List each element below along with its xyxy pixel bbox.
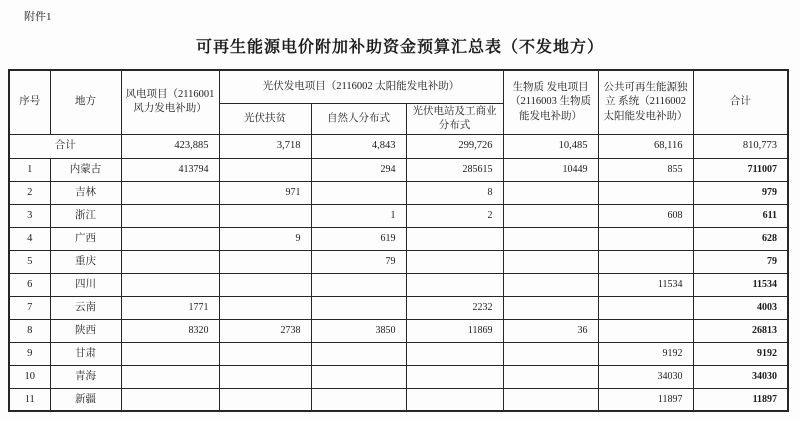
cell-wind: 1771 (121, 296, 219, 319)
cell-public (598, 227, 693, 250)
total-wind: 423,885 (121, 134, 219, 158)
cell-pv-natural (311, 273, 406, 296)
header-region: 地方 (50, 70, 121, 134)
row-region: 吉林 (50, 181, 121, 204)
cell-pv-poverty: 2738 (219, 319, 311, 342)
cell-wind: 413794 (121, 158, 219, 181)
cell-total: 79 (693, 250, 788, 273)
header-biomass-project: 生物质 发电项目（2116003 生物质能发电补助） (503, 70, 598, 134)
header-wind-project: 风电项目（2116001 风力发电补助） (121, 70, 219, 134)
cell-public: 608 (598, 204, 693, 227)
cell-total: 979 (693, 181, 788, 204)
cell-public: 855 (598, 158, 693, 181)
table-row (9, 204, 788, 227)
cell-pv-station: 11869 (406, 319, 503, 342)
cell-public: 9192 (598, 342, 693, 365)
subsidy-summary-table (8, 69, 789, 412)
cell-biomass (503, 181, 598, 204)
cell-biomass: 10449 (503, 158, 598, 181)
cell-pv-station: 2232 (406, 296, 503, 319)
table-row (9, 319, 788, 342)
table-row (9, 158, 788, 181)
cell-public (598, 250, 693, 273)
row-region: 四川 (50, 273, 121, 296)
cell-biomass (503, 227, 598, 250)
cell-pv-natural: 3850 (311, 319, 406, 342)
row-region: 青海 (50, 365, 121, 388)
attachment-label: 附件1 (24, 11, 52, 23)
cell-pv-station (406, 342, 503, 365)
row-region: 重庆 (50, 250, 121, 273)
cell-pv-poverty: 9 (219, 227, 311, 250)
cell-pv-natural (311, 388, 406, 411)
cell-pv-natural (311, 181, 406, 204)
cell-pv-station: 285615 (406, 158, 503, 181)
header-total: 合计 (693, 70, 788, 134)
header-pv-poverty: 光伏扶贫 (219, 103, 311, 134)
cell-pv-station (406, 388, 503, 411)
cell-total: 711007 (693, 158, 788, 181)
total-biomass: 10,485 (503, 134, 598, 158)
cell-pv-station: 2 (406, 204, 503, 227)
cell-pv-station: 8 (406, 181, 503, 204)
row-region: 新疆 (50, 388, 121, 411)
row-serial: 5 (9, 250, 50, 273)
cell-biomass (503, 250, 598, 273)
row-region: 广西 (50, 227, 121, 250)
cell-wind (121, 388, 219, 411)
cell-pv-poverty: 971 (219, 181, 311, 204)
row-serial: 11 (9, 388, 50, 411)
cell-pv-poverty (219, 158, 311, 181)
cell-pv-poverty (219, 388, 311, 411)
header-public-renewable: 公共可再生能源独立 系统（2116002 太阳能发电补助） (598, 70, 693, 134)
cell-pv-poverty (219, 250, 311, 273)
cell-pv-natural: 1 (311, 204, 406, 227)
row-region: 浙江 (50, 204, 121, 227)
header-pv-station: 光伏电站及工商业分布式 (406, 103, 503, 134)
row-serial: 7 (9, 296, 50, 319)
cell-pv-natural: 619 (311, 227, 406, 250)
header-pv-natural-person: 自然人分布式 (311, 103, 406, 134)
total-grand: 810,773 (693, 134, 788, 158)
cell-total: 11897 (693, 388, 788, 411)
cell-wind (121, 365, 219, 388)
row-serial: 1 (9, 158, 50, 181)
cell-public: 34030 (598, 365, 693, 388)
cell-biomass (503, 365, 598, 388)
table-row (9, 250, 788, 273)
page-title: 可再生能源电价附加补助资金预算汇总表（不发地方） (195, 39, 604, 56)
cell-public (598, 181, 693, 204)
cell-total: 26813 (693, 319, 788, 342)
cell-pv-natural: 294 (311, 158, 406, 181)
total-row-label: 合计 (9, 134, 121, 158)
table-row (9, 273, 788, 296)
cell-pv-station (406, 250, 503, 273)
cell-wind (121, 181, 219, 204)
cell-wind (121, 250, 219, 273)
cell-total: 11534 (693, 273, 788, 296)
cell-biomass: 36 (503, 319, 598, 342)
row-serial: 6 (9, 273, 50, 296)
row-serial: 9 (9, 342, 50, 365)
cell-total: 34030 (693, 365, 788, 388)
header-serial: 序号 (9, 70, 50, 134)
row-region: 甘肃 (50, 342, 121, 365)
cell-pv-natural (311, 296, 406, 319)
cell-pv-station (406, 273, 503, 296)
cell-wind: 8320 (121, 319, 219, 342)
cell-pv-poverty (219, 365, 311, 388)
cell-pv-poverty (219, 296, 311, 319)
cell-public: 11897 (598, 388, 693, 411)
cell-biomass (503, 204, 598, 227)
total-row (9, 134, 788, 158)
row-region: 陕西 (50, 319, 121, 342)
row-region: 内蒙古 (50, 158, 121, 181)
cell-wind (121, 342, 219, 365)
cell-wind (121, 273, 219, 296)
cell-total: 9192 (693, 342, 788, 365)
cell-public (598, 296, 693, 319)
cell-public: 11534 (598, 273, 693, 296)
cell-pv-natural (311, 365, 406, 388)
cell-wind (121, 227, 219, 250)
row-serial: 10 (9, 365, 50, 388)
cell-pv-natural: 79 (311, 250, 406, 273)
table-row (9, 388, 788, 411)
cell-pv-poverty (219, 342, 311, 365)
row-serial: 4 (9, 227, 50, 250)
cell-total: 611 (693, 204, 788, 227)
total-public: 68,116 (598, 134, 693, 158)
total-pv-poverty: 3,718 (219, 134, 311, 158)
cell-pv-natural (311, 342, 406, 365)
table-row (9, 227, 788, 250)
row-region: 云南 (50, 296, 121, 319)
cell-public (598, 319, 693, 342)
table-row (9, 296, 788, 319)
row-serial: 8 (9, 319, 50, 342)
total-pv-natural: 4,843 (311, 134, 406, 158)
cell-biomass (503, 296, 598, 319)
row-serial: 3 (9, 204, 50, 227)
row-serial: 2 (9, 181, 50, 204)
cell-biomass (503, 388, 598, 411)
table-row (9, 181, 788, 204)
table-row (9, 342, 788, 365)
table-row (9, 365, 788, 388)
cell-pv-poverty (219, 273, 311, 296)
cell-biomass (503, 342, 598, 365)
cell-biomass (503, 273, 598, 296)
cell-total: 4003 (693, 296, 788, 319)
cell-pv-poverty (219, 204, 311, 227)
header-pv-group: 光伏发电项目（2116002 太阳能发电补助） (219, 70, 503, 103)
cell-pv-station (406, 227, 503, 250)
cell-pv-station (406, 365, 503, 388)
total-pv-station: 299,726 (406, 134, 503, 158)
cell-total: 628 (693, 227, 788, 250)
cell-wind (121, 204, 219, 227)
